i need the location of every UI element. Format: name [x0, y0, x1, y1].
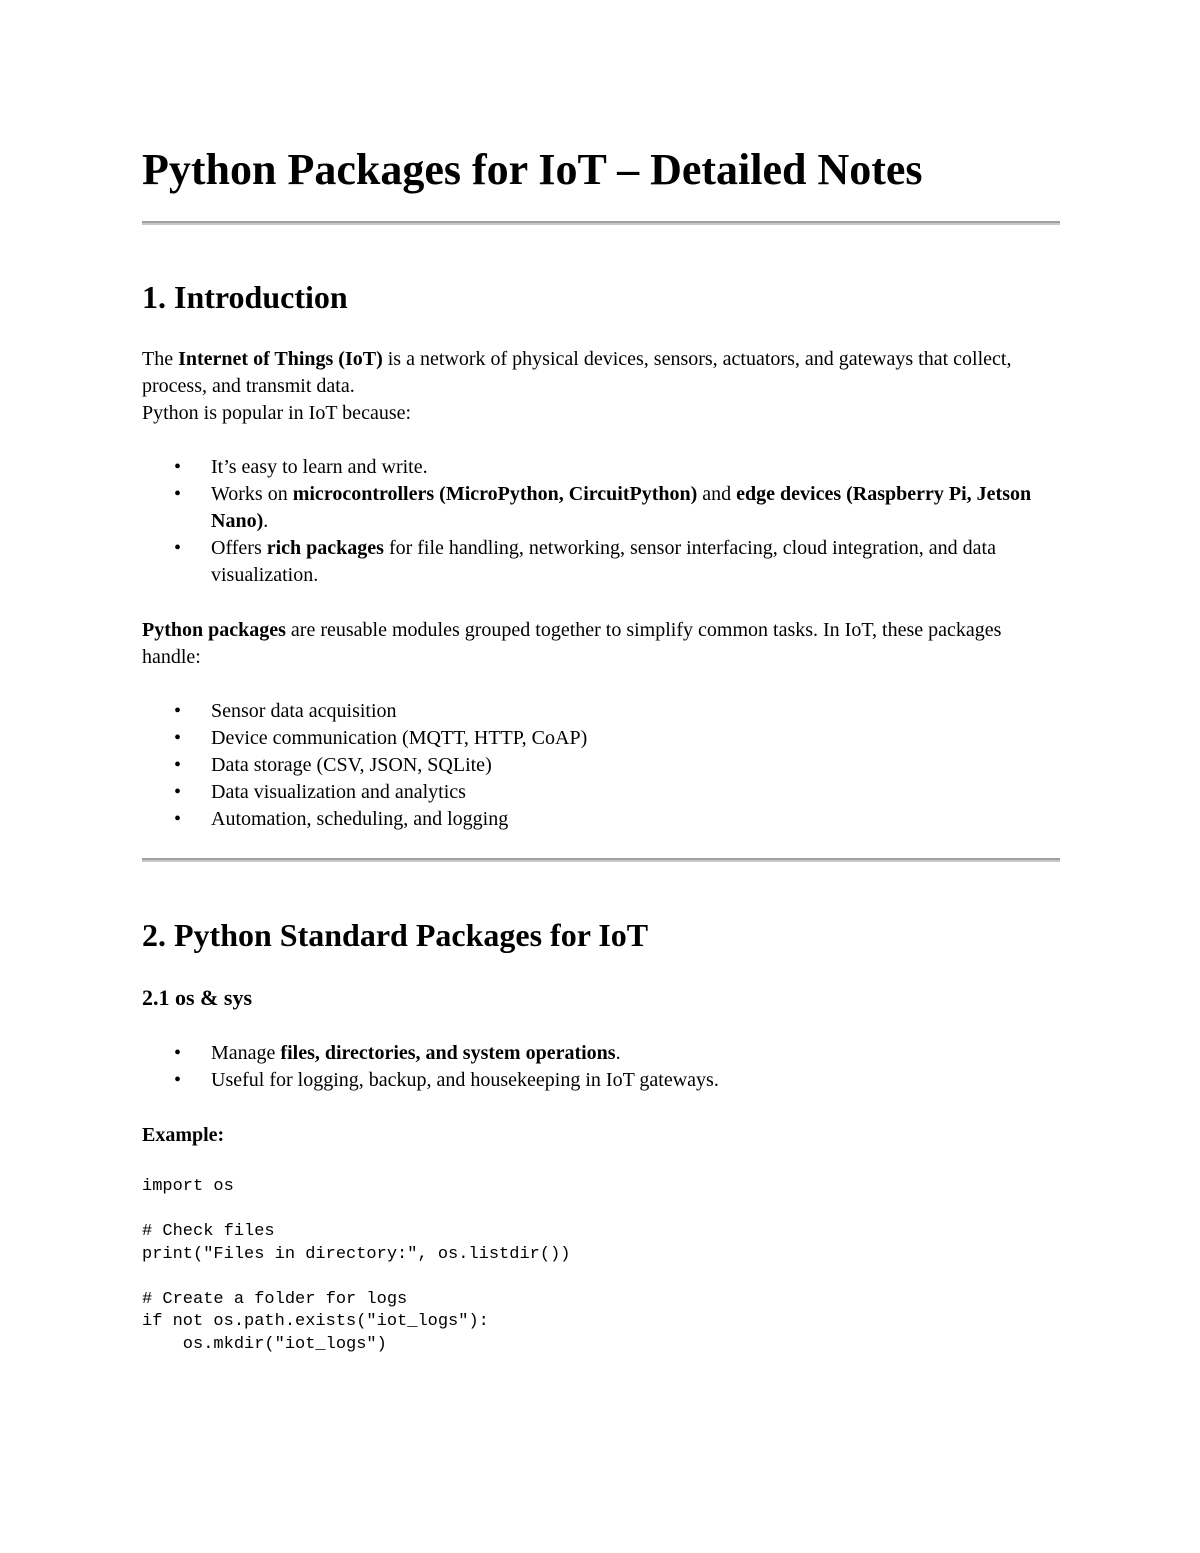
code-block: import os # Check files print("Files in directory:", os.listdir()) # Create a folder for logs if not os.path.exists("iot_logs"): os.mkdir("iot_logs") [142, 1177, 571, 1354]
horizontal-rule [142, 858, 1060, 862]
packages-text: are reusable modules grouped together to simplify common tasks. In IoT, these packages handle: [142, 619, 1002, 668]
bullet-icon: • [174, 1069, 182, 1091]
bullet-icon: • [174, 727, 182, 749]
handles-list [142, 698, 1060, 833]
os-sys-text: Manage [211, 1042, 281, 1064]
reason-bold-rich-packages: rich packages [266, 537, 384, 559]
intro-text-start: The [142, 348, 179, 370]
list-item [142, 806, 1060, 833]
reasons-list [142, 454, 1060, 589]
handles-text: Data storage (CSV, JSON, SQLite) [211, 754, 492, 776]
list-item [142, 481, 1060, 535]
handles-text: Sensor data acquisition [211, 700, 397, 722]
packages-paragraph [142, 617, 1060, 671]
os-sys-bold-files: files, directories, and system operations [280, 1042, 616, 1064]
section-heading-introduction: 1. Introduction [142, 279, 348, 315]
example-label [142, 1122, 1060, 1149]
reason-text: and [697, 483, 737, 505]
bullet-icon: • [174, 456, 182, 478]
section-heading-standard-packages: 2. Python Standard Packages for IoT [142, 917, 649, 953]
list-item [142, 698, 1060, 725]
reason-text: Works on [211, 483, 293, 505]
os-sys-text: . [615, 1042, 621, 1064]
document-title: Python Packages for IoT – Detailed Notes [142, 145, 923, 194]
list-item [142, 725, 1060, 752]
subsection-heading-os-sys: 2.1 os & sys [142, 985, 253, 1010]
reason-text: for file handling, networking, sensor interfacing, cloud integration, and data visualization. [211, 537, 996, 586]
intro-bold-iot: Internet of Things (IoT) [178, 348, 383, 370]
example-label-text: Example: [142, 1124, 225, 1146]
reason-text: It’s easy to learn and write. [211, 456, 428, 478]
list-item [142, 779, 1060, 806]
handles-text: Data visualization and analytics [211, 781, 466, 803]
bullet-icon: • [174, 781, 182, 803]
list-item [142, 1067, 1060, 1094]
horizontal-rule [142, 221, 1060, 225]
list-item [142, 1040, 1060, 1067]
list-item [142, 535, 1060, 589]
reason-text: . [263, 510, 269, 532]
reason-bold-edge-devices: edge devices (Raspberry Pi, Jetson Nano) [211, 483, 1032, 532]
bullet-icon: • [174, 537, 182, 559]
list-item [142, 752, 1060, 779]
bullet-icon: • [174, 754, 182, 776]
reason-text: Offers [211, 537, 267, 559]
handles-text: Device communication (MQTT, HTTP, CoAP) [211, 727, 588, 749]
os-sys-list [142, 1040, 1060, 1094]
why-python-line: Python is popular in IoT because: [142, 402, 412, 424]
bullet-icon: • [174, 483, 182, 505]
intro-text-end: is a network of physical devices, sensors, actuators, and gateways that collect, process, and transmit data. [142, 348, 1012, 397]
bullet-icon: • [174, 700, 182, 722]
bullet-icon: • [174, 1042, 182, 1064]
os-sys-text: Useful for logging, backup, and housekeeping in IoT gateways. [211, 1069, 719, 1091]
reason-bold-microcontrollers: microcontrollers (MicroPython, CircuitPython) [292, 483, 698, 505]
list-item [142, 454, 1060, 481]
handles-text: Automation, scheduling, and logging [211, 808, 509, 830]
packages-bold-term: Python packages [142, 619, 286, 641]
bullet-icon: • [174, 808, 182, 830]
intro-paragraph [142, 346, 1060, 427]
